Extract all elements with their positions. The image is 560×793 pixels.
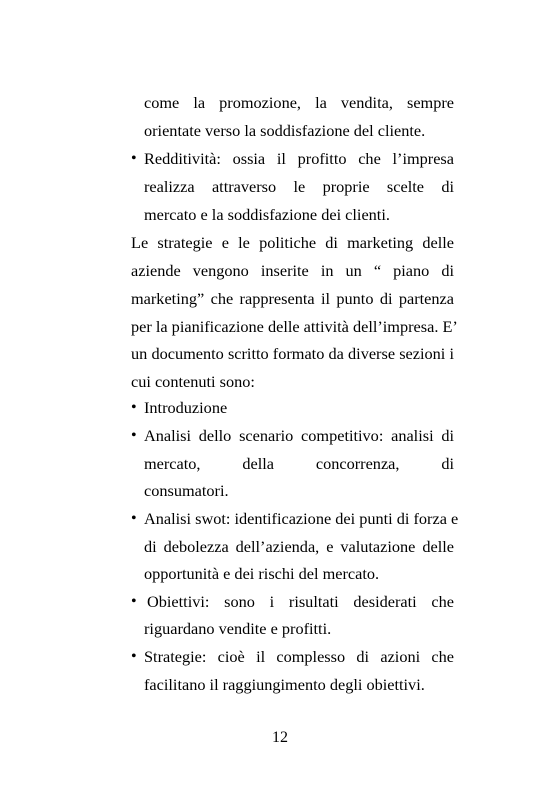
text-line: Le strategie e le politiche di marketing delle [131, 233, 454, 252]
bullet-marker: • [131, 593, 137, 610]
text-line: consumatori. [144, 481, 229, 500]
bullet-marker: • [131, 510, 137, 527]
text-line: Analisi dello scenario competitivo: analisi di [144, 426, 454, 445]
text-line: Redditività: ossia il profitto che l’impresa [144, 149, 454, 168]
text-line: riguardano vendite e profitti. [144, 619, 332, 638]
text-line: mercato, della concorrenza, di [144, 454, 454, 473]
bullet-marker: • [131, 399, 137, 416]
bullet-marker: • [131, 150, 137, 167]
text-line: Introduzione [144, 398, 228, 417]
page-number: 12 [272, 729, 288, 746]
text-line: un documento scritto formato da diverse sezioni i [131, 344, 454, 363]
text-line: cui contenuti sono: [131, 372, 255, 391]
text-line: orientate verso la soddisfazione del cliente. [144, 121, 426, 140]
text-line: Obiettivi: sono i risultati desiderati che [147, 592, 454, 611]
text-line: opportunità e dei rischi del mercato. [144, 564, 380, 583]
text-line: Strategie: cioè il complesso di azioni che [144, 647, 454, 666]
text-line: marketing” che rappresenta il punto di partenza [131, 289, 454, 308]
text-line: realizza attraverso le proprie scelte di [144, 177, 454, 196]
text-line: come la promozione, la vendita, sempre [144, 93, 454, 112]
text-line: per la pianificazione delle attività dell’impresa. E’ [131, 317, 458, 336]
bullet-marker: • [131, 648, 137, 665]
text-line: aziende vengono inserite in un “ piano di [131, 261, 454, 280]
text-line: mercato e la soddisfazione dei clienti. [144, 205, 390, 224]
text-line: facilitano il raggiungimento degli obiettivi. [144, 675, 425, 694]
bullet-marker: • [131, 427, 137, 444]
text-line: Analisi swot: identificazione dei punti di forza e [144, 509, 459, 528]
text-line: di debolezza dell’azienda, e valutazione delle [144, 537, 454, 556]
